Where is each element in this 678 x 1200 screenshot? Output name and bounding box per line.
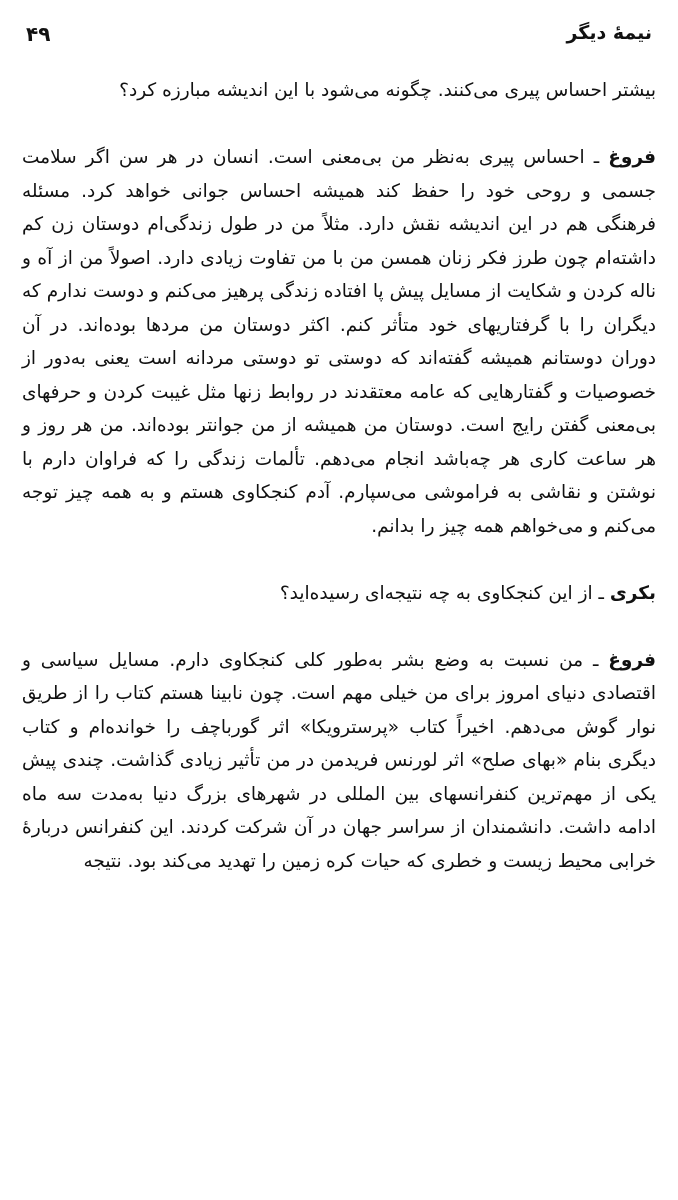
paragraph-text: ـ از این کنجکاوی به چه نتیجه‌ای رسیده‌اید؟ <box>279 582 610 604</box>
paragraph-question-bakri <box>22 577 656 611</box>
speaker-name: فروغ <box>608 649 656 671</box>
paragraph-text: ـ من نسبت به وضع بشر به‌طور کلی کنجکاوی دارم. مسایل سیاسی و اقتصادی دنیای امروز برای من خیلی مهم است. چون نابینا هستم کتاب را از طریق نوار گوش می‌دهم. اخیراً کتاب «پرسترویکا» اثر گورباچف را خوانده‌ام و کتاب دیگری بنام «بهای صلح» اثر لورنس فریدمن در من تأثیر زیادی گذاشت. چندی پیش یکی از مهم‌ترین کنفرانسهای بین المللی در شهرهای بزرگ دنیا به‌مدت سه ماه ادامه داشت. دانشمندان از سراسر جهان در آن شرکت کردند. این کنفرانس دربارهٔ خرابی محیط زیست و خطری که حیات کره زمین را تهدید می‌کند بود. نتیجه <box>22 649 656 872</box>
page-header <box>26 22 652 54</box>
body-text <box>22 74 656 878</box>
speaker-name: بکری <box>609 582 656 604</box>
paragraph-gap <box>22 108 656 142</box>
paragraph-question-intro <box>22 74 656 108</box>
paragraph-answer-forough-2 <box>22 644 656 879</box>
page-number: ۴۹ <box>26 22 51 46</box>
speaker-name: فروغ <box>608 147 656 168</box>
paragraph-text: بیشتر احساس پیری می‌کنند. چگونه می‌شود با این اندیشه مبارزه کرد؟ <box>119 80 656 101</box>
paragraph-answer-forough-1 <box>22 141 656 543</box>
paragraph-text: ـ احساس پیری به‌نظر من بی‌معنی است. انسان در هر سن اگر سلامت جسمی و روحی خود را حفظ کند همیشه احساس جوانی خواهد کرد. مسئله فرهنگی هم در این اندیشه نقش دارد. مثلاً من در طول زندگی‌ام دوستان زن کم داشته‌ام چون طرز فکر زنان همسن من با من تفاوت زیادی دارد. اصولاً من از آه و ناله کردن و شکایت از مسایل پیش پا افتاده زندگی پرهیز می‌کنم و دوست ندارم که دیگران را با گرفتاریهای خود متأثر کنم. اکثر دوستان من مردها بوده‌اند. در آن دوران دوستانم همیشه گفته‌اند که دوستی تو دوستی مردانه است یعنی به‌دور از خصوصیات و گفتارهایی که عامه معتقدند در روابط زنها مثل غیبت کردن و حرفهای بی‌معنی گفتن رایج است. دوستان من همیشه از من جوانتر بوده‌اند. من هر روز و هر ساعت کاری هر چه‌باشد انجام می‌دهم. تألمات زندگی را که فراوان دارم با نوشتن و نقاشی به فراموشی می‌سپارم. آدم کنجکاوی هستم و به همه چیز توجه می‌کنم و می‌خواهم همه چیز را بدانم. <box>22 147 656 537</box>
running-title: نیمهٔ دیگر <box>566 22 652 44</box>
paragraph-gap <box>22 543 656 577</box>
paragraph-gap <box>22 610 656 644</box>
